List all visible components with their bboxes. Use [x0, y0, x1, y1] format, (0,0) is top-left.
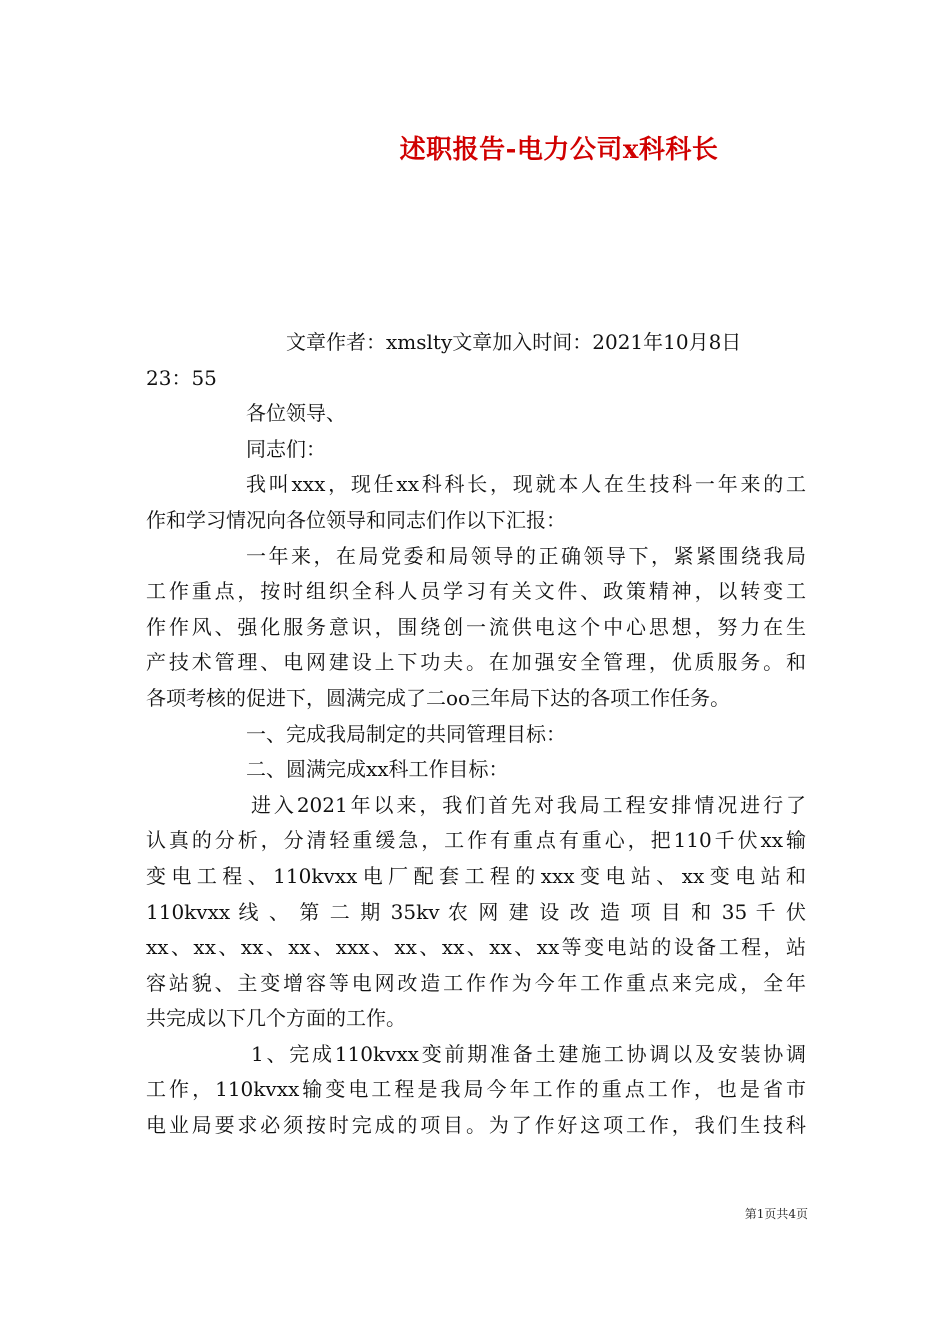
paragraph-line: 各项考核的促进下，圆满完成了二oo三年局下达的各项工作任务。 — [146, 685, 731, 710]
paragraph-line: 工作重点，按时组织全科人员学习有关文件、政策精神，以转变工 — [146, 579, 806, 604]
paragraph-line: 工作，110kvxx输变电工程是我局今年工作的重点工作，也是省市 — [146, 1077, 806, 1102]
salutation-line-1: 各位领导、 — [246, 401, 346, 426]
paragraph-line: 认真的分析，分清轻重缓急，工作有重点有重心，把110千伏xx输 — [146, 828, 806, 853]
paragraph-line: 1、完成110kvxx变前期准备土建施工协调以及安装协调 — [251, 1041, 806, 1066]
paragraph-line: 作和学习情况向各位领导和同志们作以下汇报： — [146, 507, 566, 532]
paragraph-line: 110kvxx 线 、 第 二 期 35kv 农 网 建 设 改 造 项 目 和 35 千 伏 — [146, 899, 806, 924]
document-body — [146, 325, 806, 1144]
paragraph-line: xx、xx、xx、xx、xxx、xx、xx、xx、xx等变电站的设备工程，站 — [146, 935, 806, 960]
section-heading: 一、完成我局制定的共同管理目标： — [246, 721, 566, 746]
document-title: 述职报告-电力公司x科科长 — [399, 135, 719, 165]
salutation-line-2: 同志们： — [246, 436, 326, 461]
paragraph-line: 我叫xxx，现任xx科科长，现就本人在生技科一年来的工 — [246, 472, 806, 497]
byline-line-2: 23：55 — [146, 365, 217, 390]
byline-line-1: 文章作者：xmslty文章加入时间：2021年10月8日 — [286, 330, 742, 354]
paragraph-line: 进入2021年以来，我们首先对我局工程安排情况进行了 — [251, 792, 806, 817]
paragraph-line: 产技术管理、电网建设上下功夫。在加强安全管理，优质服务。和 — [146, 650, 806, 675]
paragraph-line: 容站貌、主变增容等电网改造工作作为今年工作重点来完成，全年 — [146, 970, 806, 995]
paragraph-line: 共完成以下几个方面的工作。 — [146, 1006, 406, 1031]
paragraph-line: 变电工程、110kvxx电厂配套工程的xxx变电站、xx变电站和 — [146, 863, 806, 888]
paragraph-line: 作作风、强化服务意识，围绕创一流供电这个中心思想，努力在生 — [146, 614, 806, 639]
page-number-footer: 第1页共4页 — [744, 1207, 808, 1221]
section-heading: 二、圆满完成xx科工作目标： — [246, 757, 509, 782]
paragraph-line: 一年来，在局党委和局领导的正确领导下，紧紧围绕我局 — [246, 543, 806, 568]
paragraph-line: 电业局要求必须按时完成的项目。为了作好这项工作，我们生技科 — [146, 1113, 806, 1138]
